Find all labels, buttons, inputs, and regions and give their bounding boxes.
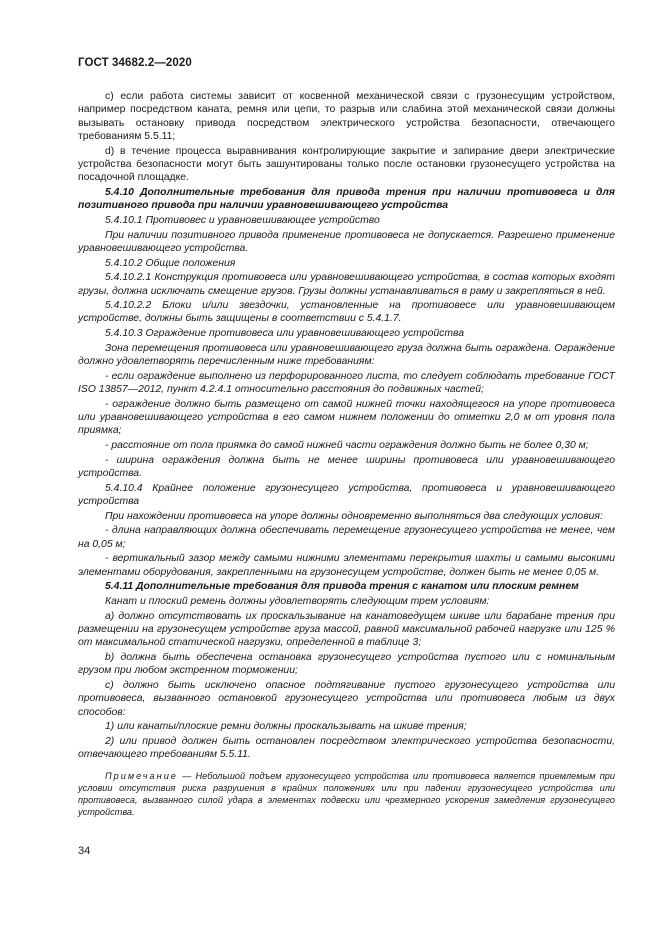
list-item: - если ограждение выполнено из перфорированного листа, то следует соблюдать требование ГОСТ ISO 13857—2012, пункт 4.2.4.1 относительно расстояния до подвижных частей; (78, 370, 615, 396)
subsection-heading-5-4-10-3: 5.4.10.3 Ограждение противовеса или уравновешивающего устройства (105, 328, 464, 340)
paragraph: При наличии позитивного привода применение противовеса не допускается. Разрешено применение уравновешивающего устройства. (78, 229, 615, 254)
paragraph-5-4-10-2-2: 5.4.10.2.2 Блоки и/или звездочки, установленные на противовесе или уравновешивающем устройстве, должны быть защищены в соответствии с 5.4.1.7. (78, 300, 615, 325)
subsection-heading-5-4-10-2: 5.4.10.2 Общие положения (105, 257, 236, 269)
body-text (78, 90, 615, 820)
list-item: - ограждение должно быть размещено от самой нижней точки находящегося на упоре противовеса или уравновешивающего устройства в его самом нижнем положении до отметки 2,0 м от уровня пола приямка; (78, 398, 615, 437)
list-item-c: c) должно быть исключено опасное подтягивание пустого грузонесущего устройства или противовеса, вызванного остановкой грузонесущего устройства или противовеса любым из двух способов: (78, 680, 615, 718)
list-item: - расстояние от пола приямка до самой нижней части ограждения должно быть не более 0,30 м; (105, 440, 589, 452)
list-item-1: 1) или канаты/плоские ремни должны проскальзывать на шкиве трения; (105, 721, 467, 733)
note-label: Примечание (105, 770, 178, 781)
section-heading-5-4-11: 5.4.11 Дополнительные требования для привода трения с канатом или плоским ремнем (105, 581, 579, 593)
section-heading-5-4-10: 5.4.10 Дополнительные требования для привода трения при наличии противовеса и для позитивного привода при наличии уравновешивающего устройства (78, 186, 615, 212)
subsection-heading-5-4-10-1: 5.4.10.1 Противовес и уравновешивающее устройство (105, 214, 380, 226)
document-header: ГОСТ 34682.2—2020 (78, 57, 192, 69)
paragraph: При нахождении противовеса на упоре должны одновременно выполняться два следующих условия: (105, 510, 603, 522)
paragraph: Зона перемещения противовеса или уравновешивающего груза должна быть ограждена. Ограждение должно удовлетворять перечисленным ниже требованиям: (78, 342, 615, 368)
page-number: 34 (78, 845, 91, 857)
paragraph-5-4-10-2-1: 5.4.10.2.1 Конструкция противовеса или уравновешивающего устройства, в состав которых входят грузы, должна исключать смещение грузов. Грузы должны устанавливаться в раму и закрепляться в ней. (78, 272, 615, 297)
note (78, 770, 615, 819)
list-item-a: a) должно отсутствовать их проскальзывание на канатоведущем шкиве или барабане трения при размещении на грузонесущем устройстве груза массой, равной максимальной рабочей нагрузке или 125 % от максимальной статической нагрузки, определенной в таблице 3; (78, 610, 615, 649)
paragraph-item-d: d) в течение процесса выравнивания контролирующие закрытие и запирание двери электрические устройства безопасности могут быть зашунтированы только после остановки грузонесущего устройства на посадочной площадке. (78, 145, 615, 184)
list-item-2: 2) или привод должен быть остановлен посредством электрического устройства безопасности, отвечающего требованиям 5.5.11. (78, 736, 615, 761)
list-item-b: b) должна быть обеспечена остановка грузонесущего устройства пустого или с номинальным грузом при любом экстренном торможении; (78, 652, 615, 677)
list-item: - длина направляющих должна обеспечивать перемещение грузонесущего устройства не менее, чем на 0,05 м; (78, 525, 615, 550)
note-text: — Небольшой подъем грузонесущего устройства или противовеса является приемлемым при условии отсутствия риска разрушения в крайних положениях или при падении грузонесущего устройства или противовеса, вызванного силой удара в элементах подвески или чрезмерного ускорения замедления грузонесущего устройства. (78, 770, 615, 818)
paragraph: Канат и плоский ремень должны удовлетворять следующим трем условиям: (105, 596, 490, 608)
paragraph-item-c: c) если работа системы зависит от косвенной механической связи с грузонесущим устройством, например посредством каната, ремня или цепи, то разрыв или слабина этой механической связи должны вызывать остановку привода посредством электрического устройства безопасности, отвечающего требованиям 5.5.11; (78, 91, 615, 142)
list-item: - вертикальный зазор между самыми нижними элементами перекрытия шахты и самыми высокими элементами оборудования, закрепленными на грузонесущем устройстве, должен быть не менее 0,05 м. (78, 553, 615, 578)
list-item: - ширина ограждения должна быть не менее ширины противовеса или уравновешивающего устройства. (78, 454, 615, 480)
subsection-heading-5-4-10-4: 5.4.10.4 Крайнее положение грузонесущего устройства, противовеса и уравновешивающего устройства (78, 482, 615, 508)
